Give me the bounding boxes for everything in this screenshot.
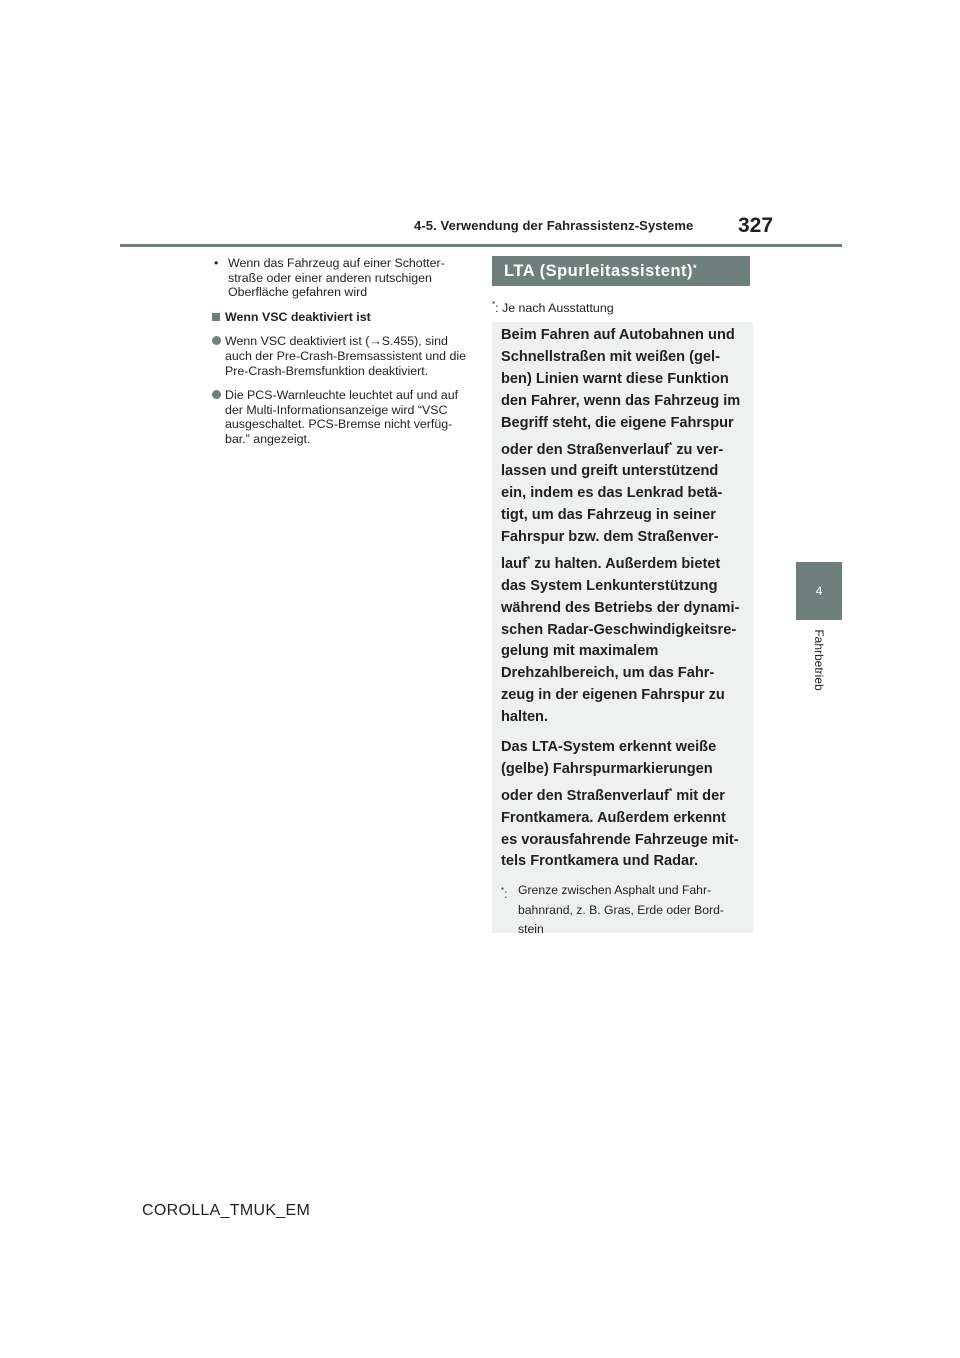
section-title: 4-5. Verwendung der Fahrassistenz-Systeme bbox=[414, 218, 694, 233]
bullet-icon: • bbox=[214, 256, 219, 270]
list-item bbox=[212, 388, 470, 446]
paragraph-text: Das LTA-System erkennt weiße (gelbe) Fahrspurmarkierungen oder den Straßenverlauf bbox=[501, 739, 717, 804]
footnote-text: Grenze zwischen Asphalt und Fahr-bahnrand, z. B. Gras, Erde oder Bord-stein bbox=[518, 883, 724, 937]
subheading-text: Wenn VSC deaktiviert ist bbox=[225, 309, 371, 324]
list-item-text: Die PCS-Warnleuchte leuchtet auf und auf der Multi-Informationsanzeige wird “VSC ausgeschaltet. PCS-Bremse nicht verfüg-bar.” angezeigt. bbox=[225, 388, 459, 446]
asterisk-mark: * bbox=[693, 263, 698, 273]
asterisk-mark: * bbox=[492, 300, 496, 309]
paragraph-text: zu halten. Außerdem bietet das System Lenkunterstützung während des Betriebs der dynami-schen Radar-Geschwindigkeitsre-gelung mit maximalem Drehzahlbereich, um das Fahr-zeug in der eigenen Fahrspur zu halten. bbox=[501, 555, 740, 726]
circle-bullet-icon bbox=[212, 390, 221, 399]
paragraph-text: zu ver-lassen und greift unterstützend ein, indem es das Lenkrad betä-tigt, um das Fahrzeug in seiner Fahrspur bzw. dem Straßenver-lauf bbox=[501, 441, 724, 572]
asterisk-mark: * bbox=[501, 886, 505, 896]
footnote-mark bbox=[501, 881, 508, 905]
subheading bbox=[212, 310, 470, 325]
lta-paragraph bbox=[501, 737, 745, 873]
paragraph-text: mit der Frontkamera. Außerdem erkennt es vorausfahrende Fahrzeuge mit-tels Frontkamera und Radar. bbox=[501, 787, 739, 870]
footnote-ref: * bbox=[668, 785, 673, 796]
chapter-label: Fahrbetrieb bbox=[812, 629, 826, 691]
circle-bullet-icon bbox=[212, 336, 221, 345]
list-item bbox=[212, 334, 470, 378]
footnote-ref: * bbox=[526, 553, 531, 564]
lta-section-header bbox=[492, 256, 750, 286]
lta-description-box bbox=[492, 322, 753, 937]
footnote-ref: * bbox=[668, 439, 673, 450]
footnote bbox=[501, 881, 745, 940]
square-bullet-icon bbox=[212, 313, 220, 321]
lta-paragraph bbox=[501, 325, 745, 729]
chapter-number: 4 bbox=[815, 584, 823, 598]
left-column bbox=[212, 256, 470, 457]
list-item-text: Wenn VSC deaktiviert ist (→S.455), sind auch der Pre-Crash-Bremsassistent und die Pre-Crash-Bremsfunktion deaktiviert. bbox=[225, 334, 467, 378]
chapter-tab bbox=[796, 562, 842, 620]
footer-code: COROLLA_TMUK_EM bbox=[142, 1202, 311, 1219]
page-number: 327 bbox=[738, 214, 774, 237]
list-item-text: Wenn das Fahrzeug auf einer Schotter-straße oder einer anderen rutschigen Oberfläche gefahren wird bbox=[228, 256, 445, 300]
lta-title: LTA (Spurleitassistent) bbox=[504, 262, 694, 280]
paragraph-text: Beim Fahren auf Autobahnen und Schnellstraßen mit weißen (gel-ben) Linien warnt diese Funktion den Fahrer, wenn das Fahrzeug im Begriff steht, die eigene Fahrspur oder den Straßenverlauf bbox=[501, 327, 741, 458]
footnote-colon: : bbox=[504, 887, 508, 902]
list-item bbox=[212, 256, 470, 300]
availability-note-text: : Je nach Ausstattung bbox=[495, 301, 614, 316]
availability-note bbox=[492, 300, 614, 315]
header-divider bbox=[120, 244, 842, 247]
